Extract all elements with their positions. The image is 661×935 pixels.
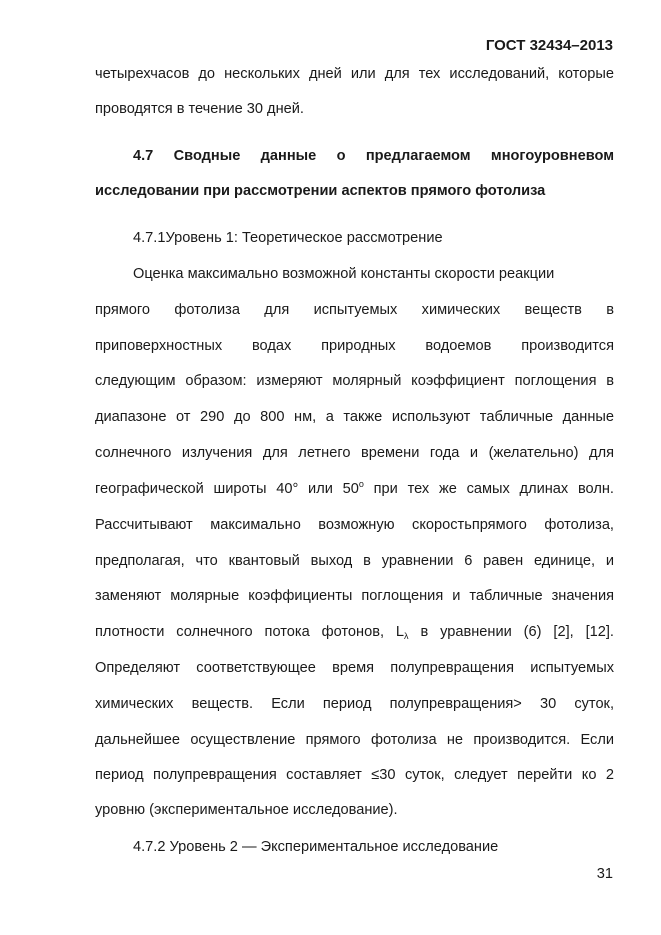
text-line: Оценка максимально возможной константы скорости реакции	[133, 266, 555, 282]
text-line: предполагая, что квантовый выход в уравнении 6 равен единице, и	[95, 553, 614, 569]
lambda-subscript: λ	[404, 631, 409, 641]
text-fragment: при тех же самых длинах волн.	[363, 481, 614, 497]
text-line	[95, 480, 614, 498]
text-line: диапазоне от 290 до 800 нм, а также используют табличные данные	[95, 409, 614, 425]
text-line: прямого фотолиза для испытуемых химических веществ в	[95, 302, 614, 318]
subsection-title: 4.7.1Уровень 1: Теоретическое рассмотрение	[133, 230, 443, 246]
text-line: четырехчасов до нескольких дней или для тех исследований, которые	[95, 66, 614, 82]
standard-header: ГОСТ 32434–2013	[485, 37, 613, 54]
degree-superscript: о	[358, 479, 364, 489]
text-line: химических веществ. Если период полупревращения> 30 суток,	[95, 696, 614, 712]
subsection-title: 4.7.2 Уровень 2 — Экспериментальное исследование	[133, 839, 499, 855]
text-line: приповерхностных водах природных водоемов производится	[95, 338, 614, 354]
section-heading: 4.7 Сводные данные о предлагаемом многоуровневом	[133, 148, 614, 164]
text-line: проводятся в течение 30 дней.	[95, 101, 304, 117]
text-fragment: плотности солнечного потока фотонов, L	[95, 624, 405, 640]
text-line: следующим образом: измеряют молярный коэффициент поглощения в	[95, 373, 614, 389]
text-line	[95, 623, 614, 641]
section-heading: исследовании при рассмотрении аспектов прямого фотолиза	[95, 183, 546, 199]
text-line: дальнейшее осуществление прямого фотолиза не производится. Если	[95, 732, 614, 748]
text-fragment: географической широты 40° или 50	[95, 481, 359, 497]
text-line: солнечного излучения для летнего времени года и (желательно) для	[95, 445, 614, 461]
text-fragment: в уравнении (6) [2], [12].	[408, 624, 614, 640]
text-line: уровню (экспериментальное исследование).	[95, 802, 398, 818]
text-line: Рассчитывают максимально возможную скоростьпрямого фотолиза,	[95, 517, 614, 533]
text-line: заменяют молярные коэффициенты поглощения и табличные значения	[95, 588, 614, 604]
text-line: период полупревращения составляет ≤30 суток, следует перейти ко 2	[95, 767, 614, 783]
page-number: 31	[596, 866, 613, 882]
text-line: Определяют соответствующее время полупревращения испытуемых	[95, 660, 614, 676]
